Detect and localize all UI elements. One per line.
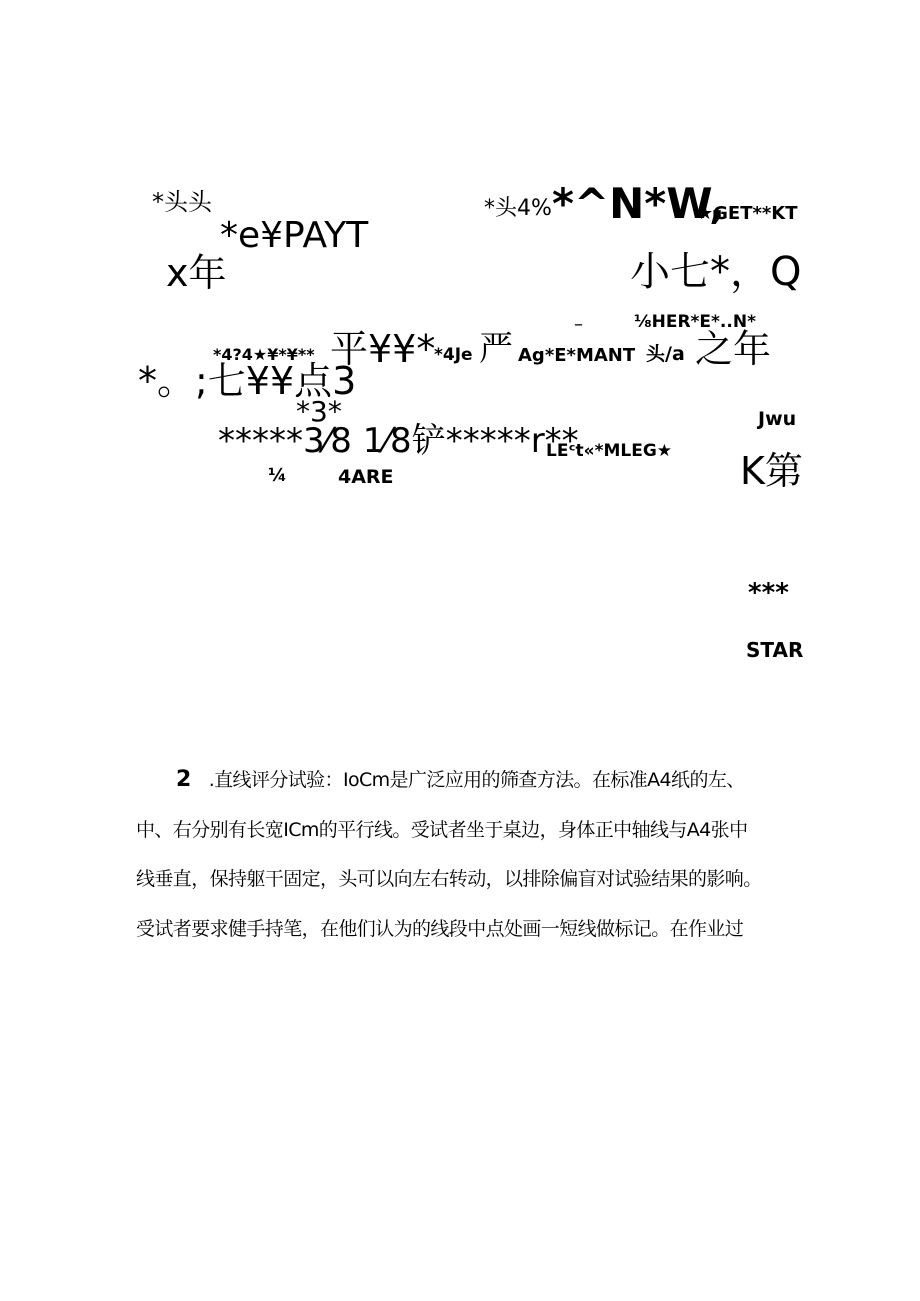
garbled-text: ★GET**KT xyxy=(697,203,798,224)
garbled-text: Jwu xyxy=(758,408,797,430)
body-paragraph xyxy=(136,755,816,954)
garbled-text: *头头 xyxy=(152,188,212,216)
garbled-text: *3* xyxy=(296,395,342,428)
garbled-text: *****3⁄8 1⁄8铲*****r** xyxy=(218,421,579,461)
garbled-text: 小七*，Q xyxy=(630,249,802,295)
garbled-text: 头/a xyxy=(646,343,685,365)
garbled-text: 之年 xyxy=(695,327,772,371)
garbled-text: *** xyxy=(748,578,789,608)
garbled-text: ⅛HER*E*..N* xyxy=(634,312,756,332)
garbled-text: Ag*E*MANT xyxy=(518,345,636,366)
garbled-text: K第 xyxy=(740,449,803,493)
garbled-text: *。;七¥¥点3 xyxy=(138,359,357,403)
garbled-text: 严 xyxy=(479,329,513,369)
garbled-text: *^N*W, xyxy=(552,179,726,228)
garbled-text: 平¥¥* xyxy=(330,327,436,371)
paragraph-line: 线垂直，保持躯干固定，头可以向左右转动，以排除偏盲对试验结果的影响。 xyxy=(136,868,762,890)
garbled-text: *4?4★¥*¥** xyxy=(213,345,315,364)
garbled-text: *e¥PAYT xyxy=(220,215,369,256)
garbled-text: *4Je xyxy=(434,345,473,365)
section-number: 2 xyxy=(176,767,191,792)
paragraph-line: 受试者要求健手持笔，在他们认为的线段中点处画一短线做标记。在作业过 xyxy=(136,917,744,940)
garbled-text: x年 xyxy=(166,251,227,295)
garbled-text: STAR xyxy=(746,638,804,662)
garbled-text: *头4% xyxy=(484,196,552,221)
paragraph-line: 2 .直线评分试验：IoCm是广泛应用的筛查方法。在标准A4纸的左、 xyxy=(176,767,745,792)
paragraph-line: 中、右分别有长宽ICm的平行线。受试者坐于桌边，身体正中轴线与A4张中 xyxy=(136,818,748,841)
garbled-text: – xyxy=(574,314,583,335)
garbled-text: LEᶜt«*MLEG★ xyxy=(546,441,673,461)
garbled-text: 4ARE xyxy=(338,466,394,488)
garbled-text: ¼ xyxy=(268,465,287,486)
